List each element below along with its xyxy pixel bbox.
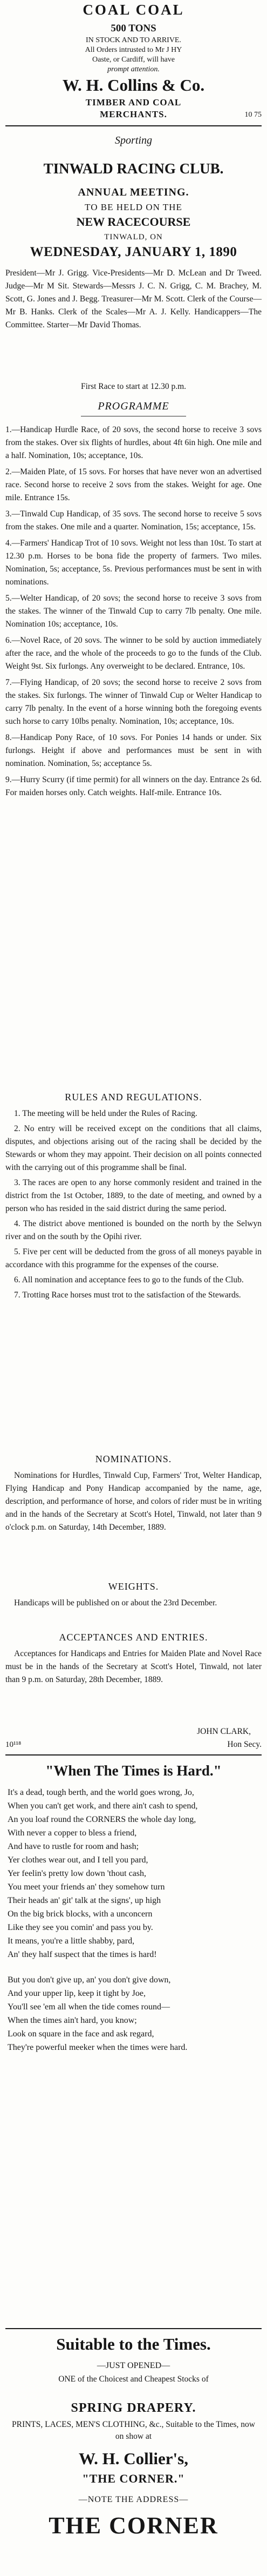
programme-item: 3.—Tinwald Cup Handicap, of 35 sovs. The second horse to receive 5 sovs from the stakes. One mile and a quarter. Nomination, 15s; acceptance, 15s. <box>5 509 262 532</box>
officials-list: President—Mr J. Grigg. Vice-Presidents—Mr D. McLean and Dr Tweed. Judge—Mr M Sit. Stewards—Messrs J. C. N. Grigg, C. M. Brachey, M. Scott, G. Jones and J. Begg. Treasurer—Mr M. Scott. Clerk of the Course—Mr B. Hanks. Clerk of the Scales—Mr A. J. Kelly. Handicappers—The Committee. Starter—Mr David Thomas. <box>5 268 262 329</box>
weights-text: Handicaps will be published on or about the 23rd December. <box>14 1598 217 1608</box>
programme-item: 5.—Welter Handicap, of 20 sovs; the second horse to receive 3 sovs from the stakes. The winner of the Tinwald Cup to carry 7lb penalty. One mile. Nomination 10s; acceptance, 10s. <box>5 594 262 629</box>
racecourse-name: NEW RACECOURSE <box>76 215 191 228</box>
coal-ad-ref: 10 75 <box>244 111 262 119</box>
programme-item: 7.—Flying Handicap, of 20 sovs; the second horse to receive 2 sovs from the stakes. Six furlongs. The winner of Tinwald Cup or Welter Handicap to carry 7lb penalty. In the event of a horse winning both the foregoing events such horse to carry 10lbs penalty. Nomination, 10s; acceptance, 10s. <box>5 678 262 726</box>
nominations-text: Nominations for Hurdles, Tinwald Cup, Farmers' Trot, Welter Handicap, Flying Handicap and Pony Handicap accompanied by the name, age, description, and performance of horse, and colors of rider must be in writing and in the hands of the Secretary at Scott's Hotel, Tinwald, not later than 9 o'clock p.m. on Saturday, 14th December, 1889. <box>5 1471 262 1532</box>
newspaper-column <box>5 0 262 2576</box>
rule-item: 4. The district above mentioned is bounded on the north by the Selwyn river and on the south by the Opihi river. <box>5 1219 262 1241</box>
to-be-held: TO BE HELD ON THE <box>85 202 182 212</box>
coal-ad-tons: 500 TONS <box>111 23 156 34</box>
collier-ad-heading: Suitable to the Times. <box>56 2335 211 2353</box>
collier-ad-prints: PRINTS, LACES, MEN'S CLOTHING, &c., Suitable to the Times, now on show at <box>11 2420 256 2441</box>
first-race-time: First Race to start at 12.30 p.m. <box>80 382 186 391</box>
meeting-date: WEDNESDAY, JANUARY 1, 1890 <box>30 245 237 259</box>
poem-stanza: It's a dead, tough berth, and the world goes wrong, Jo, When you can't get work, and there ain't cash to spend, An you loaf round the CORNERS the whole day long, With never a copper to bless a friend, And have to rustle for room and hash; Yer clothes wear out, and I tell you pard, Yer feelin's pretty low down 'thout cash, You meet your friends an' they somehow turn Their heads an' git' talk at the signs', up high On the big brick blocks, with a unconcern Like they see you comin' and pass you by. It means, you're a little shabby, pard, An' they half suspect that the times is hard! <box>8 1788 198 1959</box>
programme-item: 1.—Handicap Hurdle Race, of 20 sovs, the second horse to receive 3 sovs from the stakes. Over six flights of hurdles, about 4ft 6in high. One mile and a half. Nomination, 10s; acceptance, 10s. <box>5 425 262 460</box>
annual-meeting: ANNUAL MEETING. <box>78 186 189 198</box>
coal-ad-orders-1: All Orders intrusted to Mr J HY <box>85 46 182 54</box>
secretary-title: Hon Secy. <box>227 1740 262 1749</box>
collier-ad-corner-quote: "THE CORNER." <box>82 2472 185 2485</box>
coal-ad-stock: IN STOCK AND TO ARRIVE. <box>86 36 181 44</box>
rule-item: 6. All nomination and acceptance fees to go to the funds of the Club. <box>14 1275 244 1284</box>
programme-list <box>5 423 262 803</box>
rule-item: 5. Five per cent will be deducted from the gross of all moneys payable in accordance with this programme for the expenses of the course. <box>5 1247 262 1269</box>
club-name: TINWALD RACING CLUB. <box>43 160 224 177</box>
rule-item: 7. Trotting Race horses must trot to the satisfaction of the Stewards. <box>14 1290 241 1300</box>
coal-ad-orders-3: prompt attention. <box>107 65 160 73</box>
divider-rule <box>5 125 262 126</box>
coal-ad-trade: TIMBER AND COAL <box>85 97 182 107</box>
collier-ad-corner: THE CORNER <box>49 2512 218 2539</box>
programme-item: 2.—Maiden Plate, of 15 sovs. For horses that have never won an advertised race. Second horse to receive 2 sovs from the stakes. Weight for age. One mile. Entrance 15s. <box>5 467 262 502</box>
divider-rule <box>5 2328 262 2329</box>
rules-heading: RULES AND REGULATIONS. <box>65 1092 202 1102</box>
secretary-name: JOHN CLARK, <box>197 1727 251 1736</box>
collier-ad-merchant: W. H. Collier's, <box>79 2449 188 2468</box>
programme-item: 9.—Hurry Scurry (if time permit) for all winners on the day. Entrance 2s 6d. For maiden horses only. Catch weights. Half-mile. Entrance 10s. <box>5 775 262 797</box>
acceptances-heading: ACCEPTANCES AND ENTRIES. <box>59 1632 208 1643</box>
coal-ad-heading: COAL COAL <box>83 2 184 18</box>
programme-item: 8.—Handicap Pony Race, of 10 sovs. For Ponies 14 hands or under. Six furlongs. Height if above and performances must be sent in with nomination. Nomination, 5s; acceptance 5s. <box>5 733 262 768</box>
poem-stanza: But you don't give up, an' you don't give down, And your upper lip, keep it tight by Joe, You'll see 'em all when the tide comes round— When the times ain't hard, you know; Look on square in the face and ask regard, They're powerful meeker when the times were hard. <box>8 1975 188 2052</box>
collier-ad-body: ONE of the Choicest and Cheapest Stocks of <box>58 2375 209 2384</box>
poem-body <box>5 1786 262 2066</box>
divider-rule <box>5 1754 262 1756</box>
programme-item: 6.—Novel Race, of 20 sovs. The winner to be sold by auction immediately after the race, and the whole of the proceeds to go to the funds of the Club. Weight 9st. Six furlongs. Any overweight to be declared. Entrance, 10s. <box>5 636 262 671</box>
advert-ref: 10¹¹⁸ <box>5 1740 22 1749</box>
acceptances-text: Acceptances for Handicaps and Entries for Maiden Plate and Novel Race must be in the hands of the Secretary at Scott's Hotel, Tinwald, not later than 9 p.m. on Saturday, 28th December, 1889. <box>5 1649 262 1684</box>
poem-title: "When The Times is Hard." <box>45 1763 222 1779</box>
programme-heading: PROGRAMME <box>98 400 169 412</box>
coal-ad-merchant: W. H. Collins & Co. <box>62 76 205 95</box>
meeting-place: TINWALD, ON <box>104 233 163 241</box>
rule-item: 3. The races are open to any horse commonly resident and trained in the district from the 1st October, 1889, to the date of meeting, and owned by a person who has resided in the said district during the same period. <box>5 1178 262 1213</box>
rules-list <box>5 1107 262 1304</box>
coal-ad-merchants: MERCHANTS. <box>100 109 167 119</box>
rule-item: 1. The meeting will be held under the Rules of Racing. <box>14 1109 197 1118</box>
section-heading: Sporting <box>115 134 152 146</box>
nominations-heading: NOMINATIONS. <box>95 1454 172 1464</box>
collier-ad-note: —NOTE THE ADDRESS— <box>78 2495 189 2504</box>
collier-ad-drapery: SPRING DRAPERY. <box>71 2401 196 2415</box>
collier-ad-just-opened: —JUST OPENED— <box>97 2361 170 2370</box>
rule-item: 2. No entry will be received except on the conditions that all claims, disputes, and objections arising out of the racing shall be decided by the Stewards or whom they may appoint. Their decision on all points connected with the carrying out of this programme shall be final. <box>5 1124 262 1172</box>
weights-heading: WEIGHTS. <box>108 1581 159 1592</box>
coal-ad-orders-2: Oaste, or Cardiff, will have <box>92 56 175 64</box>
programme-item: 4.—Farmers' Handicap Trot of 10 sovs. Weight not less than 10st. To start at 12.30 p.m. Horses to be bona fide the property of farmers. Two miles. Nomination, 5s; acceptance, 5s. Previous performances must be sent in with nominations. <box>5 539 262 587</box>
